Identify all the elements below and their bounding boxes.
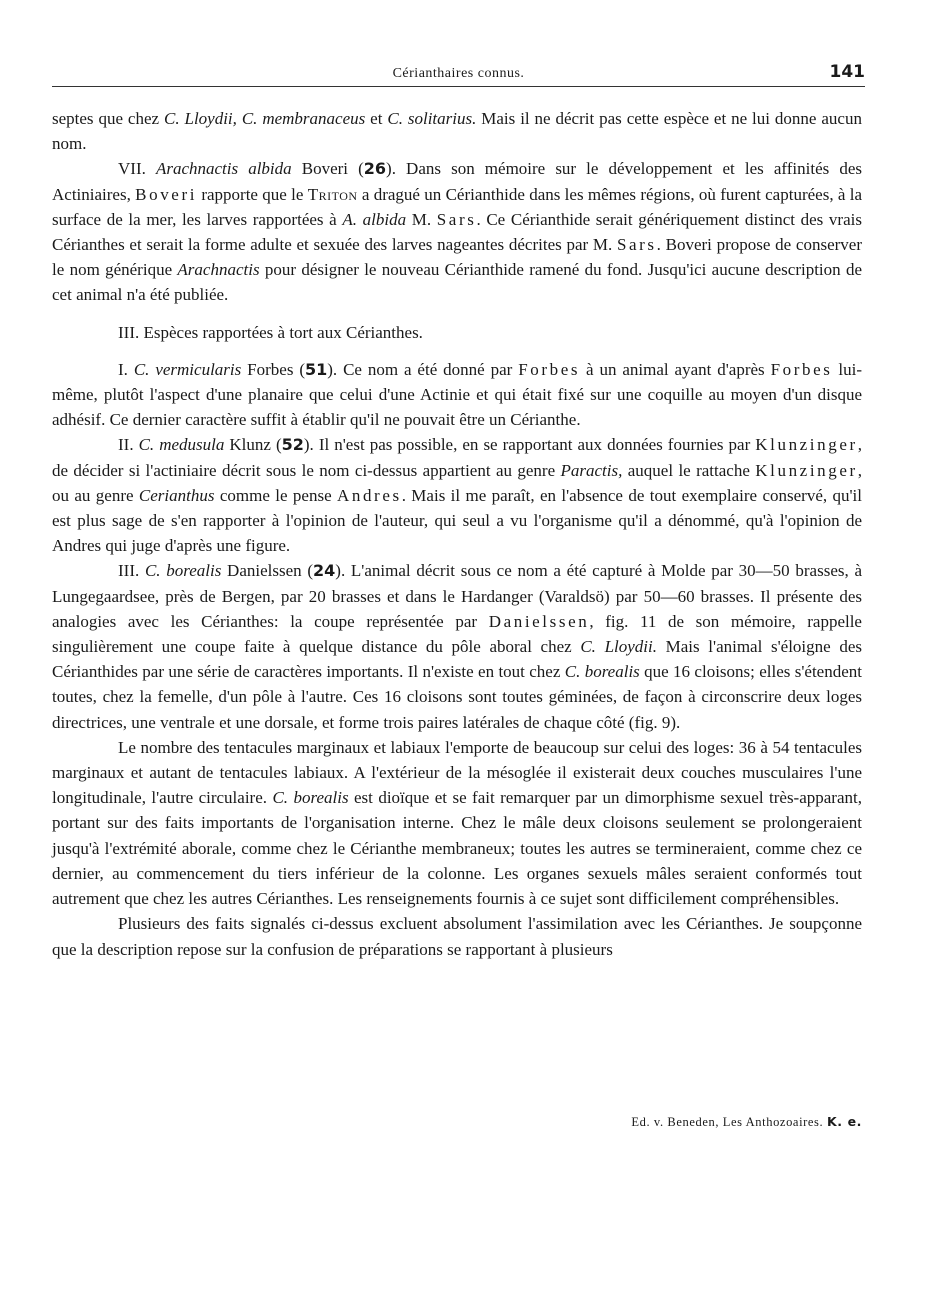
paragraph [52,735,862,911]
body-text [52,106,862,962]
italic-run: C. borealis [564,662,640,682]
text-run: septes que chez [52,109,164,128]
author-name: Forbes [770,359,833,379]
text-run: . Mais il me paraît, en l'absence de tout exemplaire conservé, qu'il est plus sage de s'en rapporter à l'opinion de l'auteur, qui seul a vu l'organisme qu'il a dénommé, qu'à l'opinion de Andres qui juge d'après une figure. [52,485,862,556]
italic-run: Arachnactis [177,260,260,280]
text-run: rapporte que le [197,184,308,204]
text-run: est dioïque et se fait remarquer par un dimorphisme sexuel très-apparant, portant sur des faits importants de l'organisation interne. Chez le mâle deux cloisons seulement se prolongeraient jusqu'à l'extrémité aborale, comme chez le Cérianthe membraneux; toutes les autres se termineraient, comme chez ce dernier, au commencement du tiers inférieur de la colonne. Les organes sexuels mâles seraient conformés tout autrement que chez les autres Cérianthes. Les renseignements fournis à ce sujet sont difficilement compréhensibles. [52,788,862,909]
text-run: comme le pense [214,485,337,505]
reference-number: 24 [313,561,336,581]
text-run: , fig. 11 de son mémoire, rappelle singulièrement une coupe faite à quelque distance du pôle aboral chez [52,611,862,657]
text-run: ). Il n'est pas possible, en se rapportant aux données fournies par [303,435,756,455]
running-header [52,64,865,87]
signature-text: Ed. v. Beneden, Les Anthozoaires. [631,1115,824,1129]
italic-run: Paractis, [560,460,623,480]
italic-run: C. Lloydii, C. membranaceus [163,109,366,128]
text-run: Mais il ne décrit pas cette espèce et ne lui donne aucun nom. [52,109,862,154]
reference-number: 52 [281,435,304,455]
italic-run: C. borealis [272,788,349,808]
text-run: ). L'animal décrit sous ce nom a été capturé à Molde par 30—50 brasses, à Lungegaardsee, près de Bergen, par 20 brasses et dans le Hardanger (Varaldsö) par 50—60 brasses. Il présente des analogies avec les Cérianthes: la coupe représentée par [52,561,862,631]
text-run: auquel le rattache [622,460,756,480]
page-number: 141 [829,62,865,82]
paragraph [52,432,862,558]
text-run: Mais l'animal s'éloigne des Cérianthides par une série de caractères importants. Il n'existe en tout chez [52,637,862,682]
italic-run: Cerianthus [138,485,215,505]
text-run: Danielssen ( [221,561,314,581]
text-run: Plusieurs des faits signalés ci-dessus excluent absolument l'assimilation avec les Cérianthes. Je soupçonne que la description repose sur la confusion de préparations se rapportant à plusieurs [52,914,862,959]
paragraph [52,911,862,961]
author-name: Sars [436,209,477,229]
author-name: Sars [616,235,657,255]
italic-run: Arachnactis albida [155,159,292,179]
text-run: Forbes ( [241,359,305,379]
text-run: VII. [118,159,156,179]
italic-run: C. medusula [138,435,225,455]
italic-run: C. Lloydii. [580,637,657,657]
italic-run: C. solitarius. [387,109,477,128]
ship-name: Triton [307,184,358,204]
author-name: Andres [336,485,402,505]
text-run: . Ce Cérianthide serait génériquement distinct des vrais Cérianthes et serait la forme adulte et sexuée des larves nageantes décrites par M. [52,209,862,255]
italic-run: C. borealis [144,561,222,581]
text-run: que 16 cloisons; elles s'étendent toutes, chez la femelle, d'un pôle à l'autre. Ces 16 cloisons sont toutes géminées, de façon à circonscrire deux loges directrices, une ventrale et une dorsale, et forme trois paires latérales de chaque côté (fig. 9). [52,662,862,732]
paragraph [52,106,862,156]
text-run: M. [406,209,437,229]
text-run: . Boveri propose de conserver le nom générique [52,235,862,280]
text-run: III. [118,561,145,581]
section-heading [52,320,862,345]
text-run: Klunz ( [224,435,282,455]
text-run: lui-même, plutôt l'aspect d'une planaire que celui d'une Actinie et qui était fixé sur une coquille au moyen d'un disque adhésif. Ce dernier caractère suffit à établir qu'il ne pouvait être un Cérianthe. [52,359,862,430]
author-name: Boveri [135,184,198,204]
text-run: ). Ce nom a été donné par [327,359,519,379]
italic-run: C. vermicularis [133,359,242,379]
reference-number: 51 [305,359,328,379]
text-run: II. [118,435,139,455]
signature-mark: K. e. [826,1114,862,1129]
running-title: Cérianthaires connus. [392,66,525,81]
italic-run: A. albida [342,209,407,229]
author-name: Forbes [518,359,581,379]
author-name: Klunzinger [755,435,858,455]
text-run: à un animal ayant d'après [580,359,771,379]
text-run: , ou au genre [52,460,863,505]
author-name: Klunzinger [755,460,858,480]
text-run: ). Dans son mémoire sur le développement et les affinités des Actiniaires, [52,159,862,204]
author-name: Danielssen [488,611,590,631]
text-run: , de décider si l'actiniaire décrit sous le nom ci-dessus appartient au genre [52,435,862,480]
text-run: I. [118,359,134,379]
text-run: Boveri ( [291,159,364,179]
text-run: a dragué un Cérianthide dans les mêmes régions, où furent capturées, à la surface de la mer, les larves rapportées à [52,184,863,229]
reference-number: 26 [363,159,387,179]
text-run: Le nombre des tentacules marginaux et labiaux l'emporte de beaucoup sur celui des loges: 36 à 54 tentacules marginaux et autant de tentacules labiaux. A l'extérieur de la mésoglée il existerait deux couches musculaires l'une longitudinale, l'autre circulaire. [52,737,862,808]
printer-signature [400,1114,862,1130]
text-run: III. Espèces rapportées à tort aux Cérianthes. [118,322,423,342]
paragraph [52,558,862,734]
text-run: et [365,109,388,128]
text-run: pour désigner le nouveau Cérianthide ramené du fond. Jusqu'ici aucune description de cet animal n'a été publiée. [52,260,862,305]
paragraph [52,156,862,307]
paragraph [52,357,862,433]
